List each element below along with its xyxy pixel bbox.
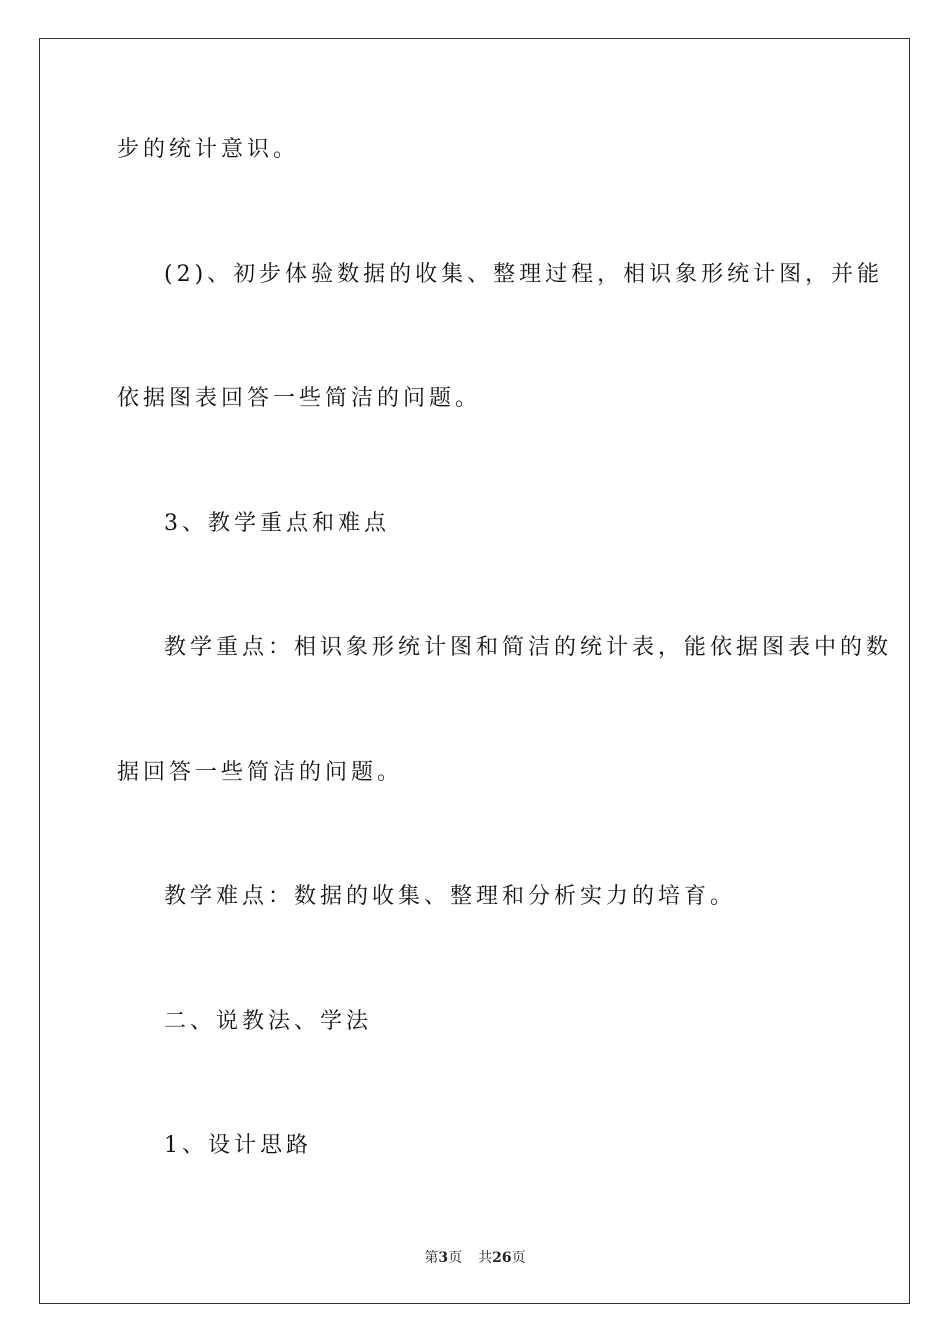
section-heading: 1、设计思路 [164,1133,312,1158]
section-heading: 二、说教法、学法 [164,1009,373,1034]
section-heading: 3、教学重点和难点 [164,511,390,536]
total-unit: 页 [511,1250,526,1266]
page-unit: 页 [448,1250,463,1266]
paragraph-line: 步的统计意识。 [117,137,300,162]
page-footer [0,1247,950,1267]
page-current: 3 [438,1250,449,1266]
paragraph-line: 依据图表回答一些简洁的问题。 [117,386,482,411]
paragraph-line: 教学重点：相识象形统计图和简洁的统计表，能依据图表中的数 [164,635,893,660]
page-prefix: 第 [424,1250,439,1266]
paragraph-line: (2)、初步体验数据的收集、整理过程，相识象形统计图，并能 [164,262,884,287]
page-total: 26 [492,1250,512,1266]
paragraph-line: 据回答一些简洁的问题。 [117,760,404,785]
total-prefix: 共 [478,1250,493,1266]
paragraph-line: 教学难点：数据的收集、整理和分析实力的培育。 [164,884,737,909]
page-frame [39,38,910,1304]
